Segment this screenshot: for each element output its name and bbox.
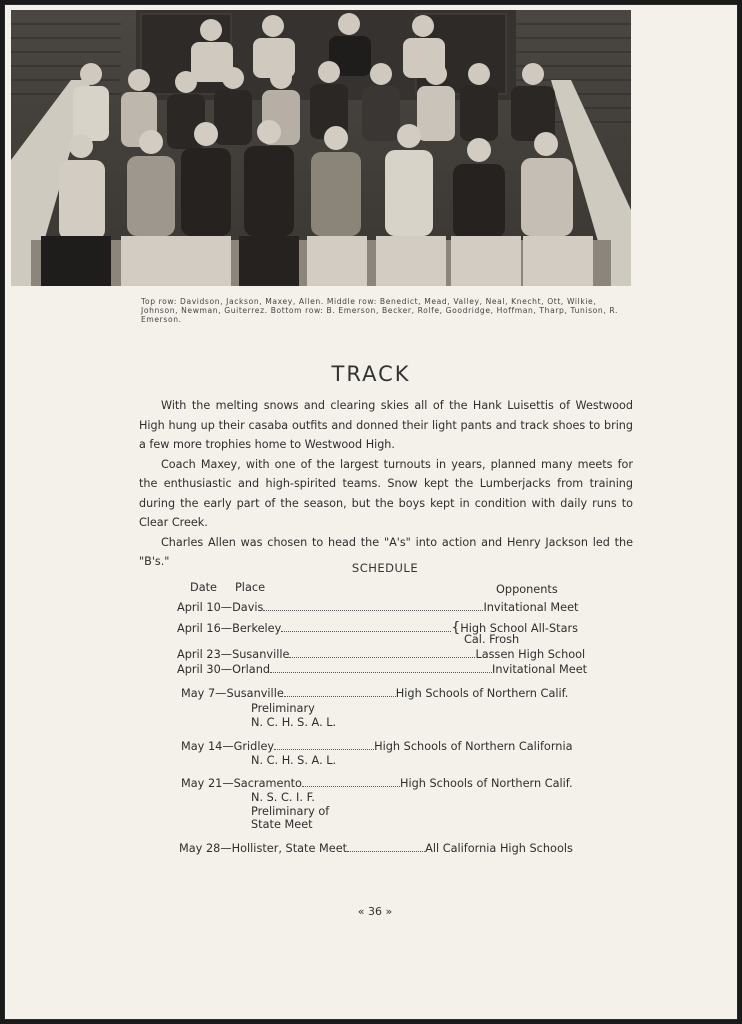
col-header-place: Place: [235, 581, 266, 594]
leader-dots: [281, 630, 451, 632]
row-date: April 23: [177, 648, 221, 661]
row-opponents: High Schools of Northern California: [374, 740, 573, 753]
row-note: N. C. H. S. A. L.: [251, 754, 337, 767]
col-header-opponents: Opponents: [496, 583, 558, 596]
row-opponents: High Schools of Northern Calif.: [399, 777, 573, 790]
row-place: Susanville: [232, 648, 290, 661]
leader-dots: [284, 695, 396, 697]
row-place: Orland: [232, 663, 271, 676]
page-title: TRACK: [331, 362, 411, 386]
schedule-row: May 14—Gridley High Schools of Northern California: [181, 740, 573, 753]
brace-symbol: {: [451, 620, 461, 636]
row-opponents: High Schools of Northern Calif.: [395, 687, 569, 700]
leader-dots: [274, 748, 374, 750]
schedule-row: May 28—Hollister, State Meet All California High Schools: [179, 842, 573, 855]
row-note: State Meet: [251, 818, 313, 831]
row-place: Hollister, State Meet: [231, 842, 348, 855]
schedule-row: April 30—Orland Invitational Meet: [177, 663, 588, 676]
schedule-row: April 23—Susanville Lassen High School: [177, 648, 586, 661]
leader-dots: [289, 656, 475, 658]
leader-dots: [347, 850, 425, 852]
row-opponents-2: Cal. Frosh: [464, 633, 520, 646]
row-place: Sacramento: [233, 777, 302, 790]
schedule-heading: SCHEDULE: [351, 561, 419, 575]
row-date: May 28: [179, 842, 221, 855]
leader-dots: [302, 785, 400, 787]
photo-caption: Top row: Davidson, Jackson, Maxey, Allen. Middle row: Benedict, Mead, Valley, Neal, Knecht, Ott, Wilkie, Johnson, Newman, Guiterrez. Bottom row: B. Emerson, Becker, Rolfe, Goodridge, Hoffman, Tharp, Tunison, R. Emerson.: [141, 297, 618, 324]
row-date: May 7: [181, 687, 216, 700]
row-date: April 10: [177, 601, 221, 614]
schedule-row: May 7—Susanville High Schools of Northern Calif.: [181, 687, 569, 700]
paragraph-2: Coach Maxey, with one of the largest turnouts in years, planned many meets for the enthusiastic and high-spirited teams. Snow kept the Lumberjacks from training during the early part of the season, but the boys kept in condition with daily runs to Clear Creek.: [139, 457, 633, 529]
row-note: Preliminary of: [251, 805, 330, 818]
schedule-row: May 21—Sacramento High Schools of Northern Calif.: [181, 777, 573, 790]
page-number: « 36 »: [357, 905, 393, 918]
row-opponents: High School All-Stars: [460, 622, 579, 635]
row-opponents: All California High Schools: [425, 842, 573, 855]
row-opponents: Lassen High School: [475, 648, 586, 661]
row-date: May 21: [181, 777, 223, 790]
yearbook-page: [4, 4, 738, 1020]
row-place: Susanville: [226, 687, 284, 700]
row-place: Gridley: [233, 740, 275, 753]
paragraph-3: Charles Allen was chosen to head the "A's" into action and Henry Jackson led the "B's.": [139, 535, 633, 568]
team-photo: [11, 10, 631, 286]
row-date: May 14: [181, 740, 223, 753]
schedule-row: April 10—Davis Invitational Meet: [177, 601, 579, 614]
team-photo-illustration: [11, 10, 631, 286]
row-date: April 16: [177, 622, 221, 635]
row-date: April 30: [177, 663, 221, 676]
leader-dots: [263, 609, 483, 611]
paragraph-1: With the melting snows and clearing skies all of the Hank Luisettis of Westwood High hung up their casaba outfits and donned their light pants and track shoes to bring a few more trophies home to Westwood High.: [139, 399, 633, 451]
row-note: N. S. C. I. F.: [251, 791, 315, 804]
col-header-date: Date: [190, 581, 218, 594]
row-opponents: Invitational Meet: [492, 663, 588, 676]
row-note: Preliminary: [251, 702, 315, 715]
row-note: N. C. H. S. A. L.: [251, 716, 337, 729]
row-opponents: Invitational Meet: [483, 601, 579, 614]
article-body: [139, 396, 633, 572]
row-place: Berkeley: [232, 622, 282, 635]
row-place: Davis: [232, 601, 264, 614]
schedule-row: April 16—Berkeley {High School All-Stars: [177, 620, 579, 636]
leader-dots: [270, 671, 492, 673]
